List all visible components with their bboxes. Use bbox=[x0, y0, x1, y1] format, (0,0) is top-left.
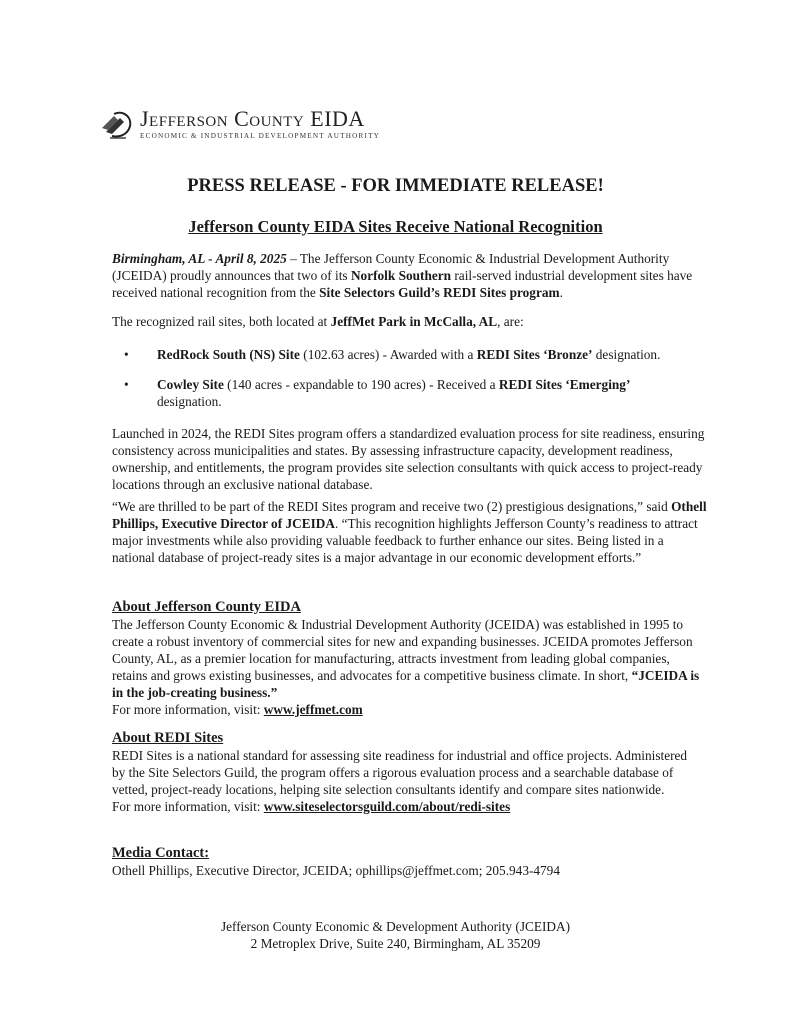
jeffmet-link[interactable]: www.jeffmet.com bbox=[263, 702, 363, 717]
park-location: JeffMet Park in McCalla, AL bbox=[330, 314, 498, 329]
media-contact-section bbox=[112, 844, 702, 879]
intro-paragraph: Birmingham, AL - April 8, 2025 – The Jefferson County Economic & Industrial Development Authority (JCEIDA) proudly announces that two of its Norfolk Southern rail-served industrial development sites have received national recognition from the Site Selectors Guild’s REDI Sites program. bbox=[112, 251, 693, 300]
subheadline: Jefferson County EIDA Sites Receive National Recognition bbox=[188, 217, 603, 236]
about-eida-heading: About Jefferson County EIDA bbox=[112, 599, 301, 615]
eida-logo bbox=[100, 108, 380, 142]
list-item: • Cowley Site (140 acres - expandable to 190 acres) - Received a REDI Sites ‘Emerging’ designation. bbox=[112, 376, 672, 410]
quote-paragraph: “We are thrilled to be part of the REDI Sites program and receive two (2) prestigious designations,” said Othell Phillips, Executive Director of JCEIDA. “This recognition highlights Jefferson County’s readiness to attract major investments while also providing valuable feedback to further enhance our sites. Being listed in a national database of project-ready sites is a major advantage in our economic development efforts.” bbox=[112, 499, 707, 565]
footer-address bbox=[0, 918, 791, 952]
railroad-name: Norfolk Southern bbox=[350, 268, 452, 283]
eida-emblem-icon bbox=[100, 108, 136, 142]
headline: PRESS RELEASE - FOR IMMEDIATE RELEASE! bbox=[187, 176, 604, 196]
program-name: Site Selectors Guild’s REDI Sites program bbox=[319, 285, 560, 300]
about-redi-heading: About REDI Sites bbox=[112, 730, 224, 746]
recognized-paragraph: The recognized rail sites, both located at JeffMet Park in McCalla, AL, are: bbox=[112, 314, 524, 329]
award-name: REDI Sites ‘Bronze’ bbox=[476, 347, 593, 362]
logo-name: Jefferson County EIDA bbox=[140, 106, 365, 131]
bullet-icon: • bbox=[124, 377, 129, 392]
media-contact-details: Othell Phillips, Executive Director, JCEIDA; ophillips@jeffmet.com; 205.943-4794 bbox=[112, 863, 560, 878]
list-item: • RedRock South (NS) Site (102.63 acres) - Awarded with a REDI Sites ‘Bronze’ designation. bbox=[112, 346, 712, 363]
about-redi-section: About REDI Sites REDI Sites is a national standard for assessing site readiness for industrial and office projects. Administered by the Site Selectors Guild, the program offers a rigorous evaluation process and a searchable database of vetted, project-ready locations, helping site selection consultants identify and compare sites nationwide. For more information, visit: www.siteselectorsguild.com/about/redi-sites bbox=[112, 729, 697, 815]
media-contact-heading: Media Contact: bbox=[112, 845, 210, 861]
launched-paragraph: Launched in 2024, the REDI Sites program offers a standardized evaluation process for site readiness, ensuring consistency across municipalities and states. By assessing infrastructure capacity, development readiness, ownership, and entitlements, the program provides site selection consultants with quick access to project-ready locations through an exclusive national database. bbox=[112, 426, 705, 492]
site-name: Cowley Site bbox=[157, 377, 224, 392]
redi-sites-link[interactable]: www.siteselectorsguild.com/about/redi-sites bbox=[263, 799, 511, 814]
eida-slogan: “JCEIDA is in the job-creating business.” bbox=[112, 668, 700, 700]
site-name: RedRock South (NS) Site bbox=[157, 347, 300, 362]
dateline: Birmingham, AL - April 8, 2025 bbox=[112, 251, 287, 266]
bullet-icon: • bbox=[124, 347, 129, 362]
logo-subtitle: ECONOMIC & INDUSTRIAL DEVELOPMENT AUTHORITY bbox=[140, 132, 381, 140]
footer-org-name: Jefferson County Economic & Development Authority (JCEIDA) bbox=[220, 919, 571, 934]
about-eida-section: About Jefferson County EIDA The Jefferson County Economic & Industrial Development Authority (JCEIDA) was established in 1995 to create a robust inventory of commercial sites for new and expanding businesses. JCEIDA promotes Jefferson County, AL, as a premier location for manufacturing, attracts investment from leading global companies, retains and grows existing businesses, and advocates for a competitive business climate. In short, “JCEIDA is in the job-creating business.” For more information, visit: www.jeffmet.com bbox=[112, 598, 702, 718]
award-name: REDI Sites ‘Emerging’ bbox=[498, 377, 631, 392]
footer-street-address: 2 Metroplex Drive, Suite 240, Birmingham, AL 35209 bbox=[250, 936, 541, 951]
spokesperson: Othell Phillips, Executive Director of JCEIDA bbox=[112, 499, 707, 531]
